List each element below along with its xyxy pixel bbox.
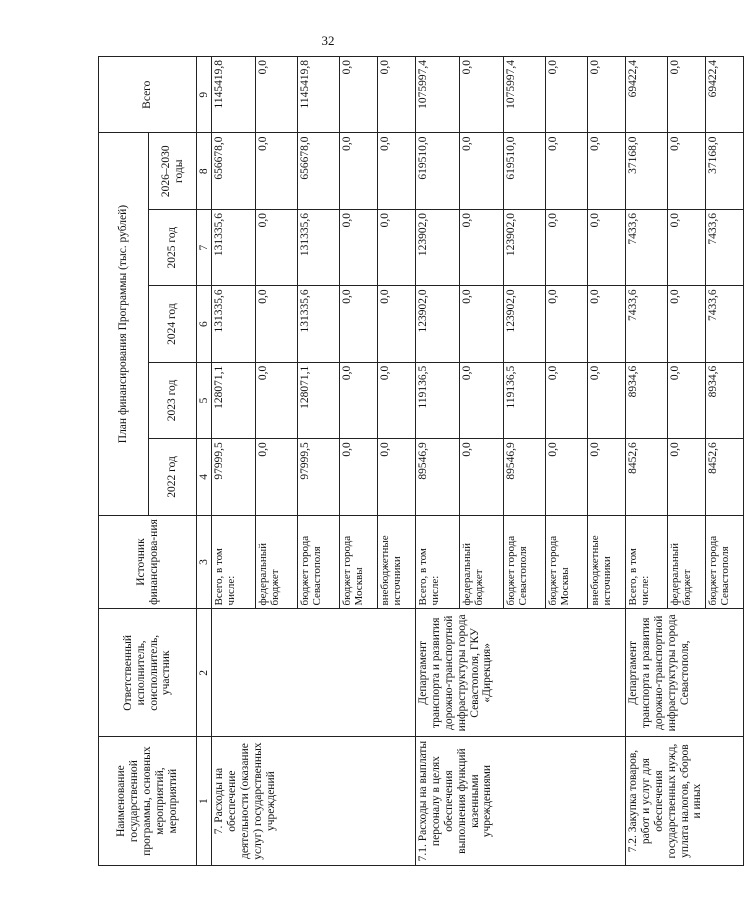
amount-cell: 128071,1 [298,362,340,438]
funding-source-cell: Всего, в том числе: [626,515,668,609]
amount-cell: 0,0 [546,362,588,438]
amount-cell: 619510,0 [504,133,546,209]
funding-source-cell: бюджет города Севастополя [504,515,546,609]
amount-cell: 1075997,4 [504,57,546,133]
amount-cell: 656678,0 [212,133,256,209]
funding-source-cell: бюджет города Москвы [546,515,588,609]
amount-cell: 0,0 [256,133,298,209]
amount-cell: 0,0 [340,362,378,438]
funding-source-cell: внебюджетные источники [378,515,416,609]
measure-name-cell: 7.1. Расходы на выплаты персоналу в целях обеспечения выполнения функций казенными учреждениями [416,737,626,866]
amount-cell: 0,0 [668,133,706,209]
amount-cell: 1145419,8 [212,57,256,133]
amount-cell: 0,0 [460,286,504,362]
amount-cell: 0,0 [378,286,416,362]
amount-cell: 0,0 [460,209,504,285]
financing-table [98,56,744,866]
column-index-cell: 5 [197,362,212,438]
amount-cell: 619510,0 [416,133,460,209]
responsible-cell: Департамент транспорта и развития дорожно-транспортной инфраструктуры города Севастополя, ГКУ «Дирекция» [416,609,626,737]
amount-cell: 0,0 [378,133,416,209]
amount-cell: 69422,4 [706,57,744,133]
header-year-2024: 2024 год [149,286,197,362]
amount-cell: 0,0 [256,362,298,438]
amount-cell: 97999,5 [298,439,340,515]
table-row [212,57,256,866]
amount-cell: 0,0 [460,439,504,515]
amount-cell: 131335,6 [212,286,256,362]
amount-cell: 0,0 [546,133,588,209]
amount-cell: 0,0 [378,362,416,438]
amount-cell: 0,0 [668,286,706,362]
amount-cell: 1145419,8 [298,57,340,133]
header-responsible: Ответственный исполнитель, соисполнитель, участник [99,609,197,737]
amount-cell: 0,0 [256,57,298,133]
amount-cell: 0,0 [588,133,626,209]
responsible-cell [212,609,416,737]
amount-cell: 123902,0 [504,209,546,285]
amount-cell: 0,0 [340,133,378,209]
amount-cell: 7433,6 [706,209,744,285]
amount-cell: 0,0 [340,439,378,515]
funding-source-cell: Всего, в том числе: [212,515,256,609]
amount-cell: 7433,6 [706,286,744,362]
amount-cell: 0,0 [546,286,588,362]
funding-source-cell: бюджет города Москвы [340,515,378,609]
header-year-2022: 2022 год [149,439,197,515]
header-year-2025: 2025 год [149,209,197,285]
header-year-2026-2030: 2026–2030 годы [149,133,197,209]
amount-cell: 131335,6 [298,286,340,362]
header-row-1 [99,57,149,866]
amount-cell: 8934,6 [706,362,744,438]
column-index-row [197,57,212,866]
header-year-2023: 2023 год [149,362,197,438]
amount-cell: 0,0 [340,57,378,133]
amount-cell: 69422,4 [626,57,668,133]
amount-cell: 119136,5 [416,362,460,438]
amount-cell: 131335,6 [298,209,340,285]
amount-cell: 0,0 [588,362,626,438]
amount-cell: 8934,6 [626,362,668,438]
amount-cell: 123902,0 [416,209,460,285]
funding-source-cell: внебюджетные источники [588,515,626,609]
responsible-cell: Департамент транспорта и развития дорожно-транспортной инфраструктуры города Севастополя, [626,609,744,737]
header-name: Наименование государственной программы, основных мероприятий, мероприятий [99,737,197,866]
amount-cell: 656678,0 [298,133,340,209]
amount-cell: 0,0 [588,57,626,133]
amount-cell: 0,0 [546,439,588,515]
amount-cell: 37168,0 [626,133,668,209]
amount-cell: 0,0 [668,439,706,515]
amount-cell: 128071,1 [212,362,256,438]
amount-cell: 0,0 [546,57,588,133]
amount-cell: 0,0 [668,57,706,133]
amount-cell: 0,0 [546,209,588,285]
amount-cell: 7433,6 [626,286,668,362]
table-body [197,57,744,866]
amount-cell: 8452,6 [626,439,668,515]
amount-cell: 0,0 [588,286,626,362]
column-index-cell: 9 [197,57,212,133]
column-index-cell: 1 [197,737,212,866]
rotated-table-container [98,56,732,866]
measure-name-cell: 7. Расходы на обеспечение деятельности (оказание услуг) государственных учреждений [212,737,416,866]
measure-name-cell: 7.2. Закупка товаров, работ и услуг для обеспечения государственных нужд, уплата налогов, сборов и иных [626,737,744,866]
amount-cell: 0,0 [340,209,378,285]
funding-source-cell: федеральный бюджет [668,515,706,609]
amount-cell: 0,0 [668,209,706,285]
amount-cell: 0,0 [668,362,706,438]
column-index-cell: 7 [197,209,212,285]
amount-cell: 131335,6 [212,209,256,285]
amount-cell: 8452,6 [706,439,744,515]
amount-cell: 1075997,4 [416,57,460,133]
funding-source-cell: бюджет города Севастополя [298,515,340,609]
amount-cell: 97999,5 [212,439,256,515]
amount-cell: 7433,6 [626,209,668,285]
column-index-cell: 3 [197,515,212,609]
header-total: Всего [99,57,197,133]
amount-cell: 0,0 [460,57,504,133]
amount-cell: 0,0 [256,286,298,362]
amount-cell: 0,0 [256,209,298,285]
column-index-cell: 4 [197,439,212,515]
amount-cell: 37168,0 [706,133,744,209]
amount-cell: 0,0 [460,133,504,209]
amount-cell: 0,0 [378,439,416,515]
page-number: 32 [321,33,335,48]
amount-cell: 89546,9 [416,439,460,515]
amount-cell: 123902,0 [504,286,546,362]
amount-cell: 119136,5 [504,362,546,438]
column-index-cell: 2 [197,609,212,737]
amount-cell: 0,0 [378,57,416,133]
amount-cell: 0,0 [588,439,626,515]
amount-cell: 0,0 [588,209,626,285]
funding-source-cell: Всего, в том числе: [416,515,460,609]
funding-source-cell: федеральный бюджет [460,515,504,609]
table-row [626,57,668,866]
amount-cell: 89546,9 [504,439,546,515]
column-index-cell: 6 [197,286,212,362]
amount-cell: 0,0 [340,286,378,362]
amount-cell: 123902,0 [416,286,460,362]
table-row [416,57,460,866]
amount-cell: 0,0 [460,362,504,438]
column-index-cell: 8 [197,133,212,209]
funding-source-cell: федеральный бюджет [256,515,298,609]
amount-cell: 0,0 [256,439,298,515]
header-plan: План финансирования Программы (тыс. рублей) [99,133,149,515]
funding-source-cell: бюджет города Севастополя [706,515,744,609]
header-source: Источник финансирова-ния [99,515,197,609]
amount-cell: 0,0 [378,209,416,285]
